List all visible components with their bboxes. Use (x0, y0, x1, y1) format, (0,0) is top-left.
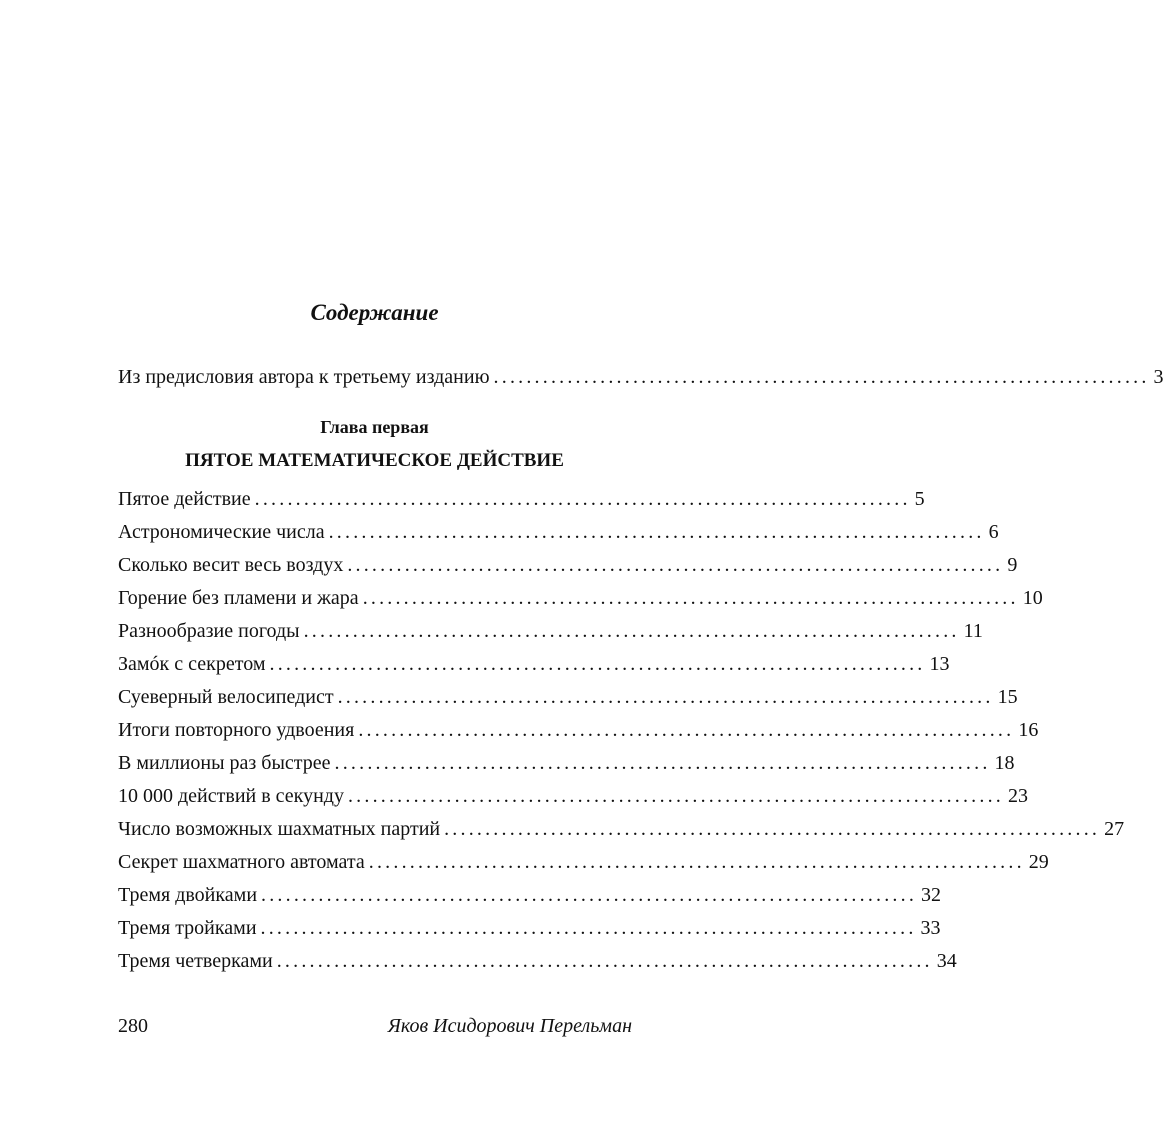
toc-entry[interactable] (118, 517, 999, 547)
toc-entry-page-number: 32 (921, 884, 942, 906)
toc-entry[interactable] (118, 715, 1039, 745)
dot-leader: ................................................................................ (261, 884, 918, 906)
toc-entry[interactable] (118, 880, 942, 910)
dot-leader: ................................................................................ (368, 851, 1025, 873)
chapter-title: ПЯТОЕ МАТЕМАТИЧЕСКОЕ ДЕЙСТВИЕ (185, 450, 564, 471)
toc-entry-page-number: 33 (920, 917, 941, 939)
dot-leader: ................................................................................ (362, 587, 1019, 609)
toc-entry-label: Секрет шахматного автомата (118, 851, 365, 873)
toc-entry-label: Разнообразие погоды (118, 620, 300, 642)
toc-entry-page-number: 10 (1022, 587, 1043, 609)
toc-entry-page-number: 18 (994, 752, 1015, 774)
toc-entry-page-number: 11 (963, 620, 983, 642)
toc-entry-label: Суеверный велосипедист (118, 686, 334, 708)
toc-entry-page-number: 29 (1028, 851, 1049, 873)
toc-entry-label: Тремя тройками (118, 917, 257, 939)
dot-leader: ................................................................................ (269, 653, 926, 675)
page-title: Содержание (310, 300, 439, 325)
dot-leader: ................................................................................ (444, 818, 1101, 840)
toc-entry-page-number: 6 (988, 521, 999, 543)
toc-entry[interactable] (118, 682, 1018, 712)
dot-leader: ................................................................................ (493, 366, 1150, 388)
toc-entry-page-number: 15 (997, 686, 1018, 708)
footer-author: Яков Исидорович Перельман (387, 1015, 632, 1037)
toc-entry-label: Пятое действие (118, 488, 251, 510)
toc-entry-page-number: 3 (1153, 366, 1164, 388)
footer-page-number: 280 (118, 1015, 148, 1037)
toc-entry-label: Горение без пламени и жара (118, 587, 359, 609)
toc-entry-label: Астрономические числа (118, 521, 325, 543)
dot-leader: ................................................................................ (303, 620, 960, 642)
toc-entry-label: В миллионы раз быстрее (118, 752, 331, 774)
dot-leader: ................................................................................ (260, 917, 917, 939)
toc-entry[interactable] (118, 583, 1043, 613)
toc-entry-page-number: 13 (929, 653, 950, 675)
dot-leader: ................................................................................ (328, 521, 985, 543)
toc-entry[interactable] (118, 847, 1049, 877)
toc-entry-page-number: 27 (1104, 818, 1125, 840)
dot-leader: ................................................................................ (337, 686, 994, 708)
toc-entry[interactable] (118, 913, 941, 943)
toc-entry-label: Сколько весит весь воздух (118, 554, 344, 576)
chapter-label: Глава первая (320, 417, 429, 437)
toc-entry[interactable] (118, 649, 950, 679)
toc-entry[interactable] (118, 946, 957, 976)
toc-entry[interactable] (118, 616, 983, 646)
dot-leader: ................................................................................ (254, 488, 911, 510)
dot-leader: ................................................................................ (347, 554, 1004, 576)
toc-entry-page-number: 9 (1007, 554, 1018, 576)
toc-entry[interactable] (118, 484, 925, 514)
dot-leader: ................................................................................ (334, 752, 991, 774)
dot-leader: ................................................................................ (358, 719, 1015, 741)
toc-entry[interactable] (118, 781, 1028, 811)
toc-entry-label: Замóк с секретом (118, 653, 266, 675)
dot-leader: ................................................................................ (276, 950, 933, 972)
toc-entry-label: Из предисловия автора к третьему изданию (118, 366, 490, 388)
toc-entry[interactable] (118, 748, 1015, 778)
dot-leader: ................................................................................ (347, 785, 1004, 807)
toc-entry-page-number: 34 (936, 950, 957, 972)
toc-entry-label: Тремя двойками (118, 884, 258, 906)
toc-entry-label: 10 000 действий в секунду (118, 785, 344, 807)
toc-entry-label: Итоги повторного удвоения (118, 719, 355, 741)
toc-entry-page-number: 16 (1018, 719, 1039, 741)
toc-entry-preface[interactable] (118, 362, 1164, 392)
toc-entry-page-number: 23 (1007, 785, 1028, 807)
toc-entry-label: Число возможных шахматных партий (118, 818, 441, 840)
toc-entry[interactable] (118, 550, 1018, 580)
toc-entry-label: Тремя четверками (118, 950, 273, 972)
toc-entry[interactable] (118, 814, 1125, 844)
toc-entry-page-number: 5 (914, 488, 925, 510)
